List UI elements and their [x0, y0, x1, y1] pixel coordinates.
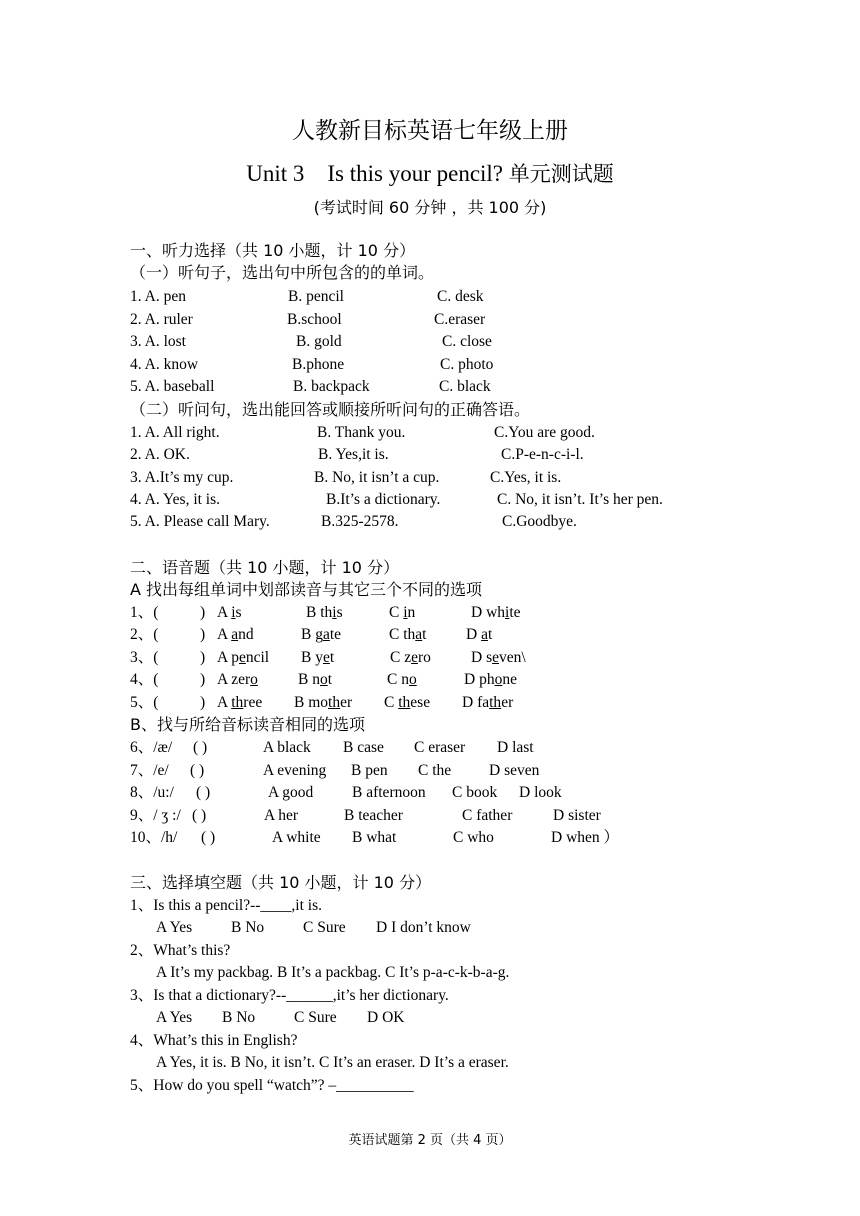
answer-paren-close: ) [200, 671, 206, 688]
question-number: 1、( [130, 604, 159, 621]
option-c: C. photo [440, 356, 494, 373]
option-c: C.Yes, it is. [490, 469, 562, 486]
option-prefix: A [217, 626, 232, 643]
question-number: 5、( [130, 694, 159, 711]
option-b: B. pencil [288, 288, 344, 305]
page-footer: 英语试题第 2 页（共 4 页） [348, 1133, 512, 1148]
unit-test-label: 单元测试题 [508, 162, 614, 186]
option-prefix: D [466, 626, 482, 643]
option-prefix: D s [471, 649, 493, 666]
question-number: 9、/ ʒ :/ [130, 807, 181, 824]
option-a: 2. A. OK. [130, 446, 190, 463]
option-a [217, 692, 262, 713]
underlined-letters: e [238, 649, 246, 666]
option-c: C. close [442, 333, 492, 350]
underlined-letters: a [231, 626, 239, 643]
option-a [217, 647, 269, 668]
option-suffix: ese [410, 694, 431, 711]
answer-paren-close: ) [200, 626, 206, 643]
option-b: B. gold [296, 333, 342, 350]
option-suffix: ne [502, 671, 517, 688]
option-d: D look [519, 784, 562, 801]
option-b [301, 624, 341, 645]
option-prefix: D fa [462, 694, 490, 711]
section2-partA-heading: A 找出每组单词中划部读音与其它三个不同的选项 [130, 580, 483, 599]
underlined-letters: a [322, 626, 330, 643]
option-c [384, 692, 430, 713]
option-b: B. backpack [293, 378, 370, 395]
option-d: D sister [553, 807, 601, 824]
option-prefix: D wh [471, 604, 506, 621]
option-c: C who [453, 829, 494, 846]
option-b: B. No, it isn’t a cup. [314, 469, 440, 486]
option-a: A Yes [156, 1009, 193, 1026]
option-a [217, 624, 254, 645]
option-prefix: A [217, 604, 232, 621]
option-prefix: C n [387, 671, 409, 688]
option-prefix: A [217, 694, 232, 711]
underlined-letters: th [231, 694, 244, 711]
unit-question: Is this your pencil? [327, 161, 504, 186]
option-b: B pen [351, 762, 388, 779]
option-a: 3. A. lost [130, 333, 186, 350]
underlined-letters: o [250, 671, 258, 688]
option-prefix: B y [301, 649, 323, 666]
choice-q3-stem: 3、Is that a dictionary?--______,it’s her dictionary. [130, 987, 449, 1004]
option-b: B.It’s a dictionary. [326, 491, 441, 508]
option-d [471, 647, 526, 668]
section2-partB-heading: B、找与所给音标读音相同的选项 [130, 715, 365, 734]
choice-q2-options: A It’s my packbag. B It’s a packbag. C It’s p-a-c-k-b-a-g. [156, 964, 510, 981]
option-prefix: B g [301, 626, 323, 643]
question-number: 3、( [130, 649, 159, 666]
underlined-letters: a [415, 626, 423, 643]
underlined-letters: i [231, 604, 236, 621]
option-suffix: n [407, 604, 416, 621]
option-suffix: t [422, 626, 427, 643]
option-a: A white [272, 829, 321, 846]
section1-heading: 一、听力选择（共 10 小题，计 10 分） [130, 241, 416, 260]
section1-part2-heading: （二）听问句，选出能回答或顺接所听问句的正确答语。 [130, 400, 531, 419]
option-d: D when ） [551, 829, 620, 846]
option-b: B case [343, 739, 384, 756]
option-b: B.school [287, 311, 342, 328]
option-suffix: s [336, 604, 343, 621]
option-b: B. Yes,it is. [318, 446, 389, 463]
option-a: 3. A.It’s my cup. [130, 469, 234, 486]
option-c [389, 624, 426, 645]
option-a [217, 669, 258, 690]
answer-paren: ( ) [190, 762, 205, 779]
choice-q1-stem: 1、Is this a pencil?--____,it is. [130, 897, 322, 914]
answer-paren-close: ) [200, 694, 206, 711]
option-c: C father [462, 807, 513, 824]
option-a: A her [264, 807, 299, 824]
option-b: B. Thank you. [317, 424, 406, 441]
option-b: B teacher [344, 807, 403, 824]
option-b: B afternoon [352, 784, 426, 801]
option-a: A Yes [156, 919, 193, 936]
answer-paren-close: ) [200, 649, 206, 666]
question-number: 8、/u:/ [130, 784, 174, 801]
option-a: A black [263, 739, 311, 756]
option-prefix: B th [306, 604, 333, 621]
answer-paren: ( ) [192, 807, 207, 824]
underlined-letters: e [492, 649, 499, 666]
choice-q5-stem: 5、How do you spell “watch”? –__________ [130, 1077, 414, 1094]
option-a: 1. A. All right. [130, 424, 220, 441]
underlined-letters: o [408, 671, 417, 688]
option-c: C. No, it isn’t. It’s her pen. [497, 491, 663, 508]
option-b: B No [231, 919, 265, 936]
option-b [298, 669, 332, 690]
section3-heading: 三、选择填空题（共 10 小题，计 10 分） [130, 873, 432, 892]
option-c: C.P-e-n-c-i-l. [501, 446, 584, 463]
option-suffix: er [340, 694, 353, 711]
option-a: A good [268, 784, 314, 801]
question-number: 4、( [130, 671, 159, 688]
option-prefix: C z [390, 649, 412, 666]
underlined-letters: e [411, 649, 418, 666]
option-prefix: A p [217, 649, 239, 666]
option-a: 5. A. Please call Mary. [130, 513, 270, 530]
option-prefix: C [384, 694, 399, 711]
underlined-letters: th [489, 694, 502, 711]
underlined-letters: e [322, 649, 330, 666]
answer-paren: ( ) [201, 829, 216, 846]
option-prefix: D ph [464, 671, 495, 688]
option-c: C the [418, 762, 452, 779]
option-suffix: s [235, 604, 242, 621]
option-b: B.325-2578. [321, 513, 399, 530]
option-prefix: B n [298, 671, 320, 688]
section1-part1-heading: （一）听句子，选出句中所包含的的单词。 [130, 263, 435, 282]
option-b [306, 602, 343, 623]
option-suffix: t [327, 671, 333, 688]
option-c: C book [452, 784, 498, 801]
option-c: C Sure [303, 919, 346, 936]
option-d: D OK [367, 1009, 405, 1026]
underlined-letters: th [398, 694, 411, 711]
option-d [462, 692, 513, 713]
option-suffix: nd [238, 626, 254, 643]
page-title: 人教新目标英语七年级上册 [292, 118, 568, 144]
option-prefix: B mo [294, 694, 329, 711]
option-a: 5. A. baseball [130, 378, 215, 395]
option-suffix: ncil [245, 649, 270, 666]
option-suffix: t [487, 626, 493, 643]
option-c: C eraser [414, 739, 466, 756]
option-d [471, 602, 521, 623]
option-suffix: ro [417, 649, 431, 666]
option-b: B No [222, 1009, 256, 1026]
answer-paren: ( ) [196, 784, 211, 801]
underlined-letters: th [328, 694, 341, 711]
option-suffix: er [501, 694, 514, 711]
choice-q2-stem: 2、What’s this? [130, 942, 231, 959]
option-prefix: C th [389, 626, 416, 643]
option-d: D last [497, 739, 534, 756]
option-suffix: te [509, 604, 521, 621]
underlined-letters: i [403, 604, 408, 621]
unit-title [0, 158, 860, 188]
option-c: C.Goodbye. [502, 513, 577, 530]
underlined-letters: i [505, 604, 510, 621]
option-a: 4. A. know [130, 356, 199, 373]
unit-number: Unit 3 [246, 161, 305, 186]
underlined-letters: o [494, 671, 503, 688]
option-suffix: ree [243, 694, 263, 711]
option-a: 4. A. Yes, it is. [130, 491, 221, 508]
choice-q4-options: A Yes, it is. B No, it isn’t. C It’s an eraser. D It’s a eraser. [156, 1054, 509, 1071]
option-prefix: C [389, 604, 404, 621]
option-suffix: ven\ [499, 649, 526, 666]
option-a: 2. A. ruler [130, 311, 193, 328]
section2-heading: 二、语音题（共 10 小题，计 10 分） [130, 558, 400, 577]
option-a: A evening [263, 762, 327, 779]
underlined-letters: a [481, 626, 488, 643]
option-suffix: te [329, 626, 342, 643]
underlined-letters: o [319, 671, 328, 688]
option-c: C. desk [437, 288, 484, 305]
option-prefix: A zer [217, 671, 251, 688]
option-c [389, 602, 415, 623]
option-c: C.You are good. [494, 424, 595, 441]
option-a: 1. A. pen [130, 288, 186, 305]
underlined-letters: i [332, 604, 337, 621]
option-c: C Sure [294, 1009, 337, 1026]
option-d: D I don’t know [376, 919, 471, 936]
option-b [294, 692, 352, 713]
option-d: D seven [489, 762, 540, 779]
answer-paren-close: ) [200, 604, 206, 621]
option-d [466, 624, 492, 645]
option-suffix: t [329, 649, 335, 666]
option-b: B.phone [292, 356, 345, 373]
question-number: 7、/e/ [130, 762, 169, 779]
option-c: C.eraser [434, 311, 486, 328]
choice-q4-stem: 4、What’s this in English? [130, 1032, 298, 1049]
option-b: B what [352, 829, 397, 846]
exam-info: (考试时间 60 分钟 ，共 100 分) [313, 198, 547, 217]
option-c [390, 647, 431, 668]
question-number: 10、/h/ [130, 829, 178, 846]
option-b [301, 647, 334, 668]
option-c [387, 669, 417, 690]
question-number: 6、/æ/ [130, 739, 173, 756]
answer-paren: ( ) [193, 739, 208, 756]
option-a [217, 602, 242, 623]
option-d [464, 669, 517, 690]
question-number: 2、( [130, 626, 159, 643]
option-c: C. black [439, 378, 491, 395]
